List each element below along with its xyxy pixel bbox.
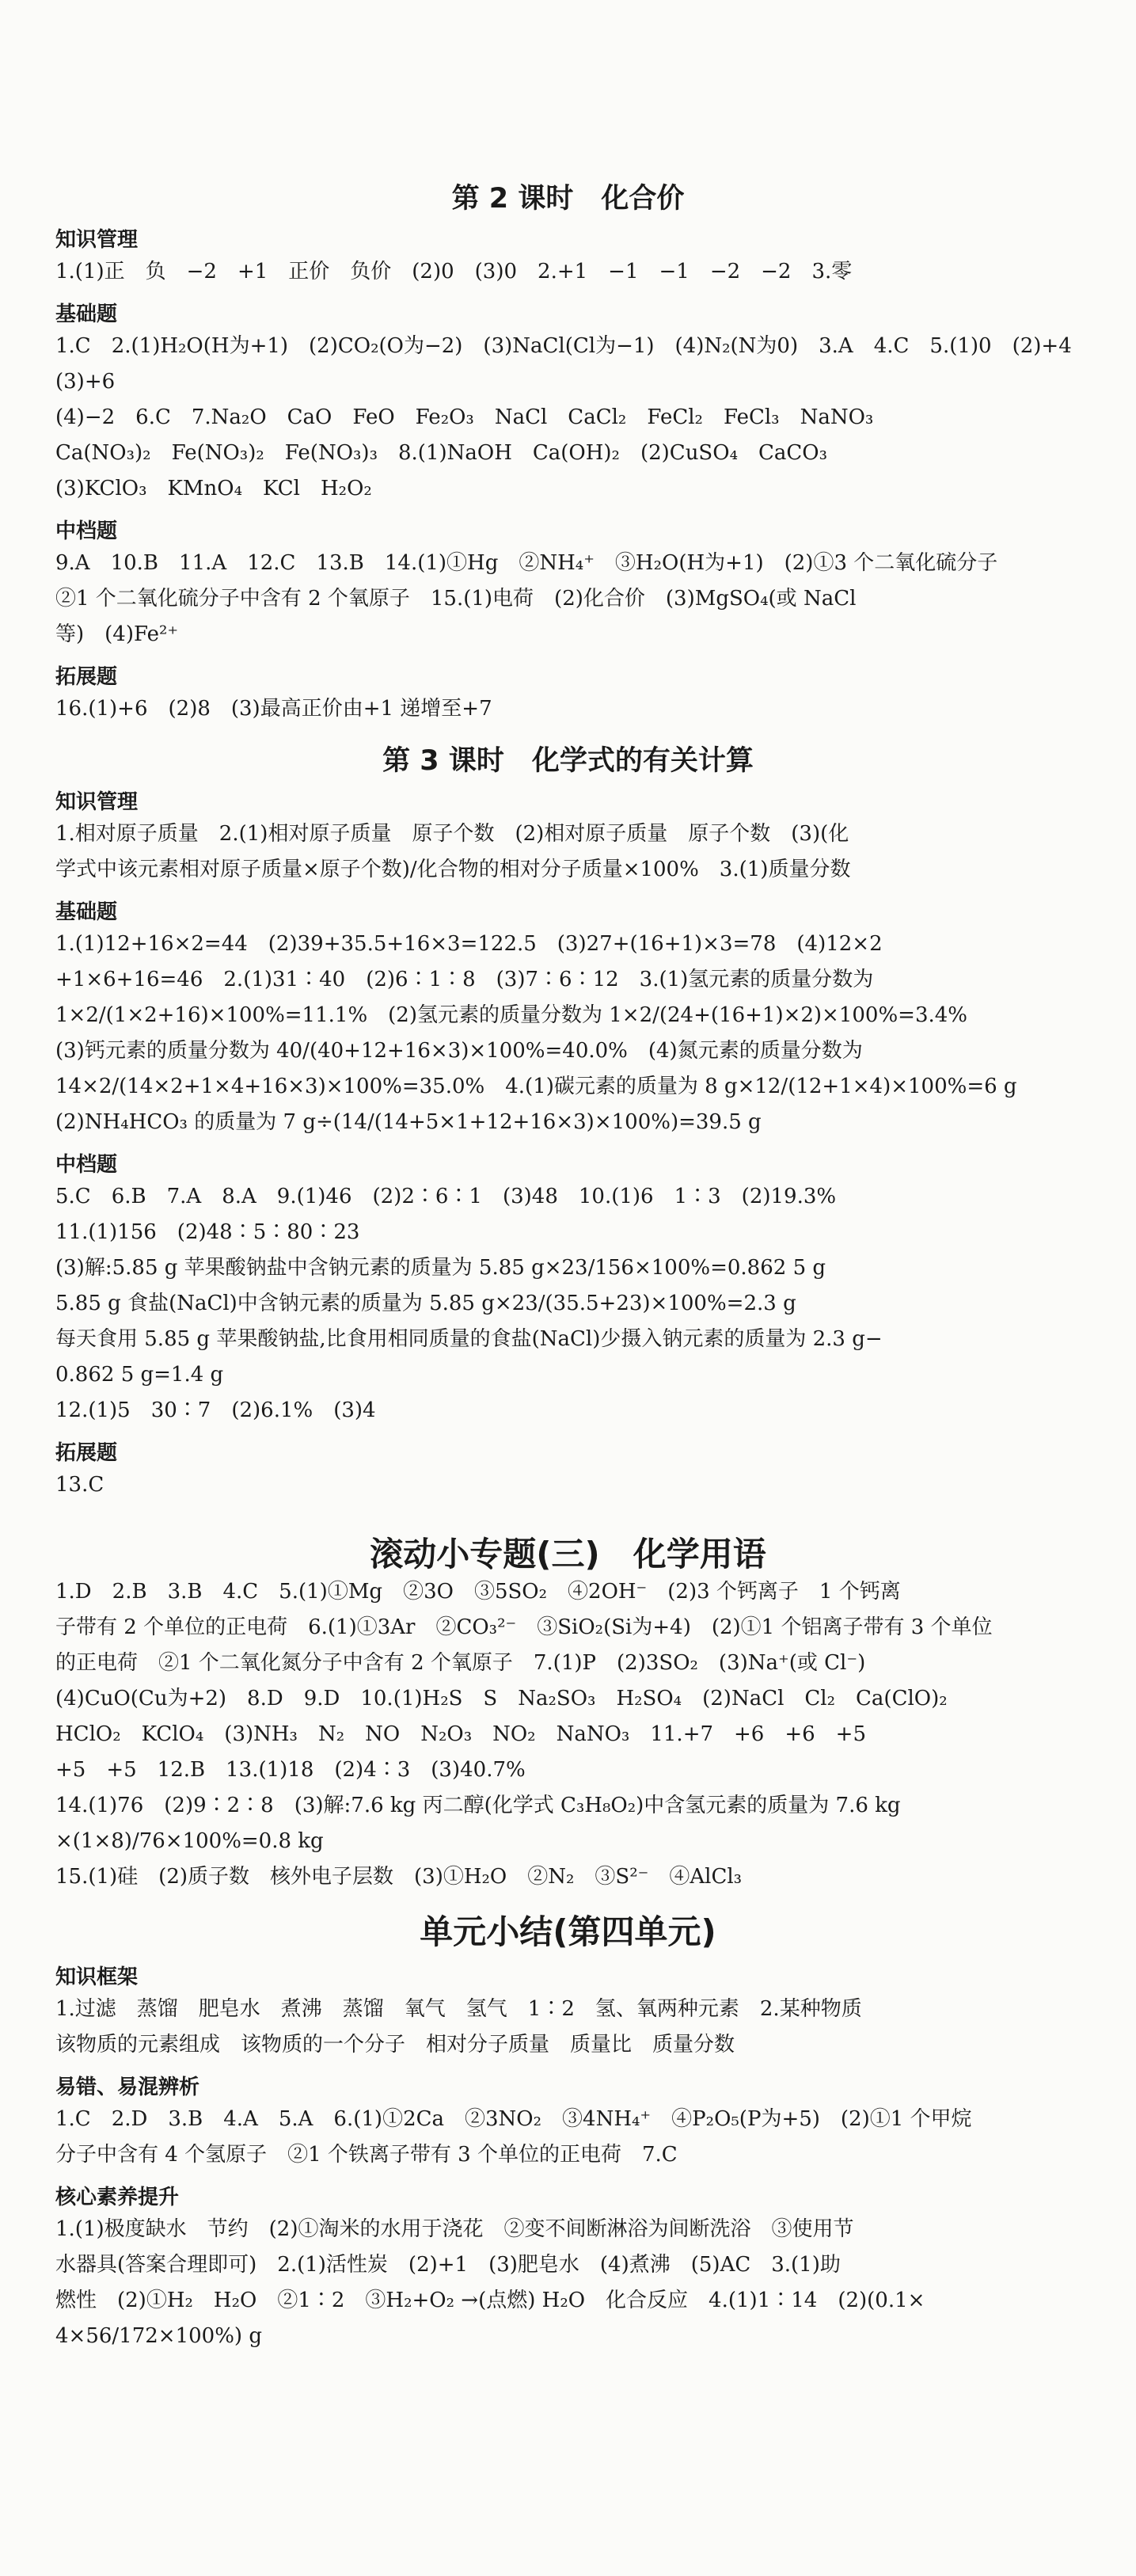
answer-line: ②1 个二氧化硫分子中含有 2 个氧原子 15.(1)电荷 (2)化合价 (3)MgSO₄(或 NaCl (55, 587, 857, 611)
answer-line: HClO₂ KClO₄ (3)NH₃ N₂ NO N₂O₃ NO₂ NaNO₃ 11.+7 +6 +6 +5 (55, 1722, 867, 1747)
subheading: 易错、易混辨析 (55, 2075, 200, 2099)
answer-line: 1.C 2.D 3.B 4.A 5.A 6.(1)①2Ca ②3NO₂ ③4NH₄⁺ ④P₂O₅(P为+5) (2)①1 个甲烷 (55, 2106, 972, 2131)
answer-line: (4)−2 6.C 7.Na₂O CaO FeO Fe₂O₃ NaCl CaCl₂ FeCl₂ FeCl₃ NaNO₃ (55, 405, 874, 429)
answer-line: 1.D 2.B 3.B 4.C 5.(1)①Mg ②3O ③5SO₂ ④2OH⁻ (2)3 个钙离子 1 个钙离 (55, 1580, 901, 1604)
answer-line: 1.(1)极度缺水 节约 (2)①淘米的水用于浇花 ②变不间断淋浴为间断洗浴 ③使用节 (55, 2216, 854, 2241)
answer-line: 子带有 2 个单位的正电荷 6.(1)①3Ar ②CO₃²⁻ ③SiO₂(Si为+4) (2)①1 个铝离子带有 3 个单位 (55, 1615, 993, 1640)
answer-line: 14×2/(14×2+1×4+16×3)×100%=35.0% 4.(1)碳元素的质量为 8 g×12/(12+1×4)×100%=6 g (55, 1075, 1017, 1098)
subheading: 拓展题 (55, 1441, 118, 1465)
section-title: 滚动小专题(三) 化学用语 (370, 1535, 766, 1573)
answer-line: (3)KClO₃ KMnO₄ KCl H₂O₂ (55, 477, 372, 500)
answer-line: 14.(1)76 (2)9∶2∶8 (3)解:7.6 kg 丙二醇(化学式 C₃H₈O₂)中含氢元素的质量为 7.6 kg (55, 1794, 901, 1818)
answer-line: 每天食用 5.85 g 苹果酸钠盐,比食用相同质量的食盐(NaCl)少摄入钠元素的质量为 2.3 g− (55, 1327, 883, 1351)
answer-line: 分子中含有 4 个氢原子 ②1 个铁离子带有 3 个单位的正电荷 7.C (55, 2142, 678, 2167)
answer-line: +5 +5 12.B 13.(1)18 (2)4∶3 (3)40.7% (55, 1758, 526, 1783)
answer-line: 燃性 (2)①H₂ H₂O ②1∶2 ③H₂+O₂ →(点燃) H₂O 化合反应 4.(1)1∶14 (2)(0.1× (55, 2288, 925, 2312)
subheading: 中档题 (55, 1153, 118, 1177)
answer-line: (3)解:5.85 g 苹果酸钠盐中含钠元素的质量为 5.85 g×23/156×100%=0.862 5 g (55, 1256, 826, 1280)
answer-line: 5.85 g 食盐(NaCl)中含钠元素的质量为 5.85 g×23/(35.5+23)×100%=2.3 g (55, 1292, 796, 1315)
subheading: 知识管理 (55, 790, 139, 814)
subheading: 知识框架 (55, 1965, 139, 1989)
answer-line: (4)CuO(Cu为+2) 8.D 9.D 10.(1)H₂S S Na₂SO₃ H₂SO₄ (2)NaCl Cl₂ Ca(ClO)₂ (55, 1687, 948, 1711)
answer-line: 4×56/172×100%) g (55, 2323, 262, 2348)
subheading: 基础题 (55, 302, 118, 326)
subheading: 中档题 (55, 519, 118, 543)
answer-line: 1.C 2.(1)H₂O(H为+1) (2)CO₂(O为−2) (3)NaCl(Cl为−1) (4)N₂(N为0) 3.A 4.C 5.(1)0 (2)+4 (3)+6 (55, 334, 1092, 394)
answer-line: 0.862 5 g=1.4 g (55, 1363, 224, 1387)
subheading: 知识管理 (55, 228, 139, 252)
answer-line: 1.(1)正 负 −2 +1 正价 负价 (2)0 (3)0 2.+1 −1 −1 −2 −2 3.零 (55, 260, 853, 283)
section-title: 单元小结(第四单元) (420, 1912, 716, 1952)
section-title: 第 2 课时 化合价 (451, 183, 685, 215)
answer-line: 1.过滤 蒸馏 肥皂水 煮沸 蒸馏 氧气 氢气 1∶2 氢、氧两种元素 2.某种物质 (55, 1996, 862, 2021)
answer-line: 该物质的元素组成 该物质的一个分子 相对分子质量 质量比 质量分数 (55, 2032, 735, 2057)
answer-line: 1.相对原子质量 2.(1)相对原子质量 原子个数 (2)相对原子质量 原子个数 (3)(化 (55, 822, 849, 846)
answer-line: (2)NH₄HCO₃ 的质量为 7 g÷(14/(14+5×1+12+16×3)×100%)=39.5 g (55, 1110, 762, 1134)
answer-line: Ca(NO₃)₂ Fe(NO₃)₂ Fe(NO₃)₃ 8.(1)NaOH Ca(OH)₂ (2)CuSO₄ CaCO₃ (55, 441, 828, 465)
subheading: 基础题 (55, 900, 118, 924)
answer-line: 等) (4)Fe²⁺ (55, 622, 179, 646)
answer-line: 9.A 10.B 11.A 12.C 13.B 14.(1)①Hg ②NH₄⁺ ③H₂O(H为+1) (2)①3 个二氧化硫分子 (55, 551, 998, 575)
answer-line: 的正电荷 ②1 个二氧化氮分子中含有 2 个氧原子 7.(1)P (2)3SO₂ (3)Na⁺(或 Cl⁻) (55, 1651, 866, 1676)
subheading: 拓展题 (55, 665, 118, 689)
answer-line: 学式中该元素相对原子质量×原子个数)/化合物的相对分子质量×100% 3.(1)质量分数 (55, 858, 851, 881)
answer-line: 11.(1)156 (2)48∶5∶80∶23 (55, 1220, 360, 1244)
answer-line: ×(1×8)/76×100%=0.8 kg (55, 1829, 324, 1854)
answer-line: (3)钙元素的质量分数为 40/(40+12+16×3)×100%=40.0% (4)氮元素的质量分数为 (55, 1039, 863, 1063)
answer-line: 12.(1)5 30∶7 (2)6.1% (3)4 (55, 1398, 376, 1422)
answer-line: 16.(1)+6 (2)8 (3)最高正价由+1 递增至+7 (55, 697, 492, 721)
answer-line: 水器具(答案合理即可) 2.(1)活性炭 (2)+1 (3)肥皂水 (4)煮沸 (5)AC 3.(1)助 (55, 2252, 841, 2277)
answer-line: 15.(1)硅 (2)质子数 核外电子层数 (3)①H₂O ②N₂ ③S²⁻ ④AlCl₃ (55, 1865, 743, 1889)
answer-line: 5.C 6.B 7.A 8.A 9.(1)46 (2)2∶6∶1 (3)48 10.(1)6 1∶3 (2)19.3% (55, 1185, 837, 1208)
subheading: 核心素养提升 (55, 2185, 180, 2209)
answer-line: +1×6+16=46 2.(1)31∶40 (2)6∶1∶8 (3)7∶6∶12 3.(1)氢元素的质量分数为 (55, 968, 874, 991)
answer-line: 1×2/(1×2+16)×100%=11.1% (2)氢元素的质量分数为 1×2/(24+(16+1)×2)×100%=3.4% (55, 1003, 968, 1027)
answer-line: 1.(1)12+16×2=44 (2)39+35.5+16×3=122.5 (3)27+(16+1)×3=78 (4)12×2 (55, 932, 883, 956)
section-title: 第 3 课时 化学式的有关计算 (382, 745, 754, 777)
answer-line: 13.C (55, 1473, 104, 1497)
